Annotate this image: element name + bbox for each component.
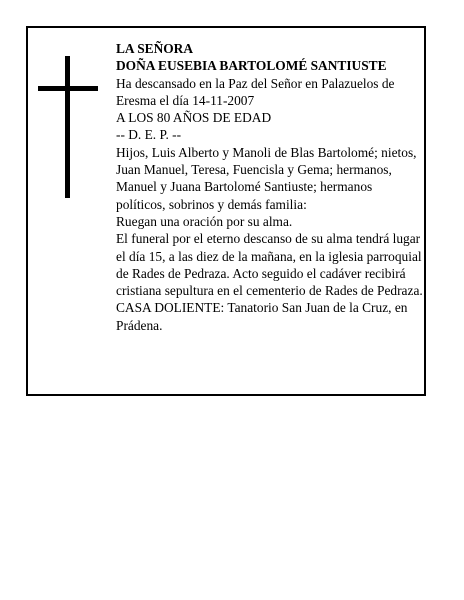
- cross-vertical-bar: [65, 56, 70, 198]
- obituary-notice: [26, 26, 426, 396]
- mourning-house: CASA DOLIENTE: Tanatorio San Juan de la Cruz, en Prádena.: [116, 300, 408, 333]
- rip-line: -- D. E. P. --: [116, 127, 182, 143]
- age-statement: A LOS 80 AÑOS DE EDAD: [116, 110, 272, 126]
- cross-horizontal-bar: [38, 86, 98, 91]
- notice-title: LA SEÑORA: [116, 41, 194, 56]
- death-statement: Ha descansado en la Paz del Señor en Palazuelos de Eresma el día 14-11-2007: [116, 75, 395, 108]
- funeral-details: El funeral por el eterno descanso de su alma tendrá lugar el día 15, a las diez de la mañana, en la iglesia parroquial de Rades de Pedraza. Acto seguido el cadáver recibirá cristiana sepultura en el cementerio de Rades de Pedraza.: [116, 231, 423, 299]
- family-list: Hijos, Luis Alberto y Manoli de Blas Bartolomé; nietos, Juan Manuel, Teresa, Fuencisla y Gema; hermanos, Manuel y Juana Bartolomé Santiuste; hermanos políticos, sobrinos y demás familia:: [116, 144, 417, 212]
- obituary-text: [116, 40, 424, 334]
- prayer-request: Ruegan una oración por su alma.: [116, 213, 293, 229]
- deceased-name: DOÑA EUSEBIA BARTOLOMÉ SANTIUSTE: [116, 58, 387, 74]
- latin-cross-icon: [38, 56, 98, 198]
